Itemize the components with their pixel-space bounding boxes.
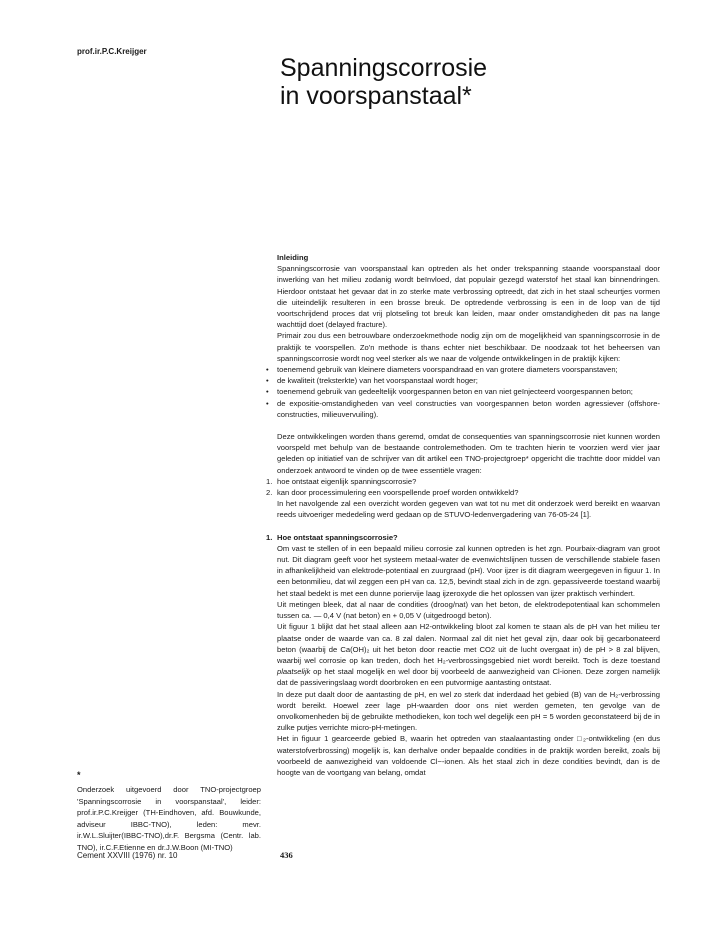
bullet-item (266, 364, 660, 375)
emphasis-text: plaatselijk (277, 667, 311, 677)
author-name: prof.ir.P.C.Kreijger (77, 47, 147, 56)
bullet-text: de expositie-omstandigheden van veel constructies van voorgespannen beton worden agressiever (offshore-constructies, milieuvervuiling). (277, 398, 660, 419)
paragraph-text: op het staal mogelijk en wel door bij voorbeeld de aanwezigheid van Cl-ionen. Deze zorgen namelijk dat de passiveringslaag wordt doorbroken en een putvormige aantasting ontstaat. (277, 667, 660, 688)
paragraph: Uit metingen bleek, dat al naar de condities (droog/nat) van het beton, de elektrodepotentiaal kan schommelen tussen ca. — 0,4 V (nat beton) en + 0,05 V (uitgedroogd beton). (277, 599, 660, 621)
title-line-1: Spanningscorrosie (280, 54, 488, 82)
article-body (266, 252, 660, 778)
paragraph: Om vast te stellen of in een bepaald milieu corrosie zal kunnen optreden is het zgn. Pourbaix-diagram van groot nut. Dit diagram geeft voor het systeem metaal-water de evenwichtslijnen tussen de verschillende stabiele fasen in afhankelijkheid van elektrode-potentiaal en zuurgraad (pH). Voor ijzer is dit diagram weergegeven in figuur 1. In een betonmilieu, dat wil zeggen een pH van ca. 12,5, bevindt staal zich in de zgn. gepassiveerde toestand waarbij het staal bedekt is met een dunne poriervije laag ijzeroxyde die het oplossen van ijzer praktisch verhindert. (277, 543, 660, 598)
article-title (280, 54, 487, 110)
bullet-text: toenemend gebruik van gedeeltelijk voorgespannen beton en van niet geïnjecteerd voorgespannen beton; (277, 387, 633, 397)
numbered-item (266, 476, 660, 487)
journal-reference: Cement XXVIII (1976) nr. 10 (77, 851, 178, 860)
footnote-mark: * (77, 770, 81, 780)
paragraph: Spanningscorrosie van voorspanstaal kan optreden als het onder trekspanning staande voorspanstaal door inwerking van het milieu zodanig wordt beïnvloed, dat populair gezegd waterstof het staal kan binnendringen. Hierdoor ontstaat het gevaar dat in zo sterke mate verbrossing optreedt, dat zich in het staal scheurtjes vormen die uiteindelijk resulteren in een brosse breuk. De optredende verbrossing is een in de loop van de tijd voortschrijdend proces dat vrij plotseling tot breuk kan leiden, maar onder omstandigheden dit pas na lange wachttijd doet (delayed fracture). (277, 264, 660, 330)
section-number: 1. (266, 532, 273, 542)
paragraph: Deze ontwikkelingen worden thans geremd, omdat de consequenties van spanningscorrosie niet kunnen worden voorspeld met behulp van de bestaande controlemethoden. Om te trachten hierin te voorzien werd vier jaar geleden op initiatief van de schrijver van dit artikel een TNO-projectgroep* opgericht die trachtte door middel van onderzoek antwoord te vinden op de twee essentiële vragen: (277, 432, 660, 475)
paragraph: Het in figuur 1 gearceerde gebied B, waarin het optreden van staalaantasting onder □₂-ontwikkeling (en dus waterstofverbrossing) mogelijk is, kan derhalve onder bepaalde condities in de praktijk worden bereikt, zoals bij voorbeeld de aanwezigheid van voldoende Cl−-ionen. Als het staal zich in deze condities bevindt, dan is de hoogte van de voortgang van belang, omdat (277, 734, 660, 777)
paragraph-text: Uit figuur 1 blijkt dat het staal alleen aan H2-ontwikkeling bloot zal komen te staan als de pH van het milieu ter plaatse onder de waarde van ca. 8 zal dalen. Normaal zal dit niet het geval zijn, daar ook bij gecarbonateerd beton (waarbij de Ca(OH)₂ uit het beton door reactie met CO2 uit de lucht overgaat in) de pH > 8 zal blijven, waarbij wel corrosie op kan treden, doch het H₂-verbrossingsgebied niet wordt bereikt. Toch is deze toestand (277, 622, 660, 665)
paragraph: In deze put daalt door de aantasting de pH, en wel zo sterk dat inderdaad het gebied (B) van de H₂-verbrossing wordt bereikt. Hoewel zeer lage pH-waarden door ons niet werden gemeten, ten gevolge van de onvolkomenheden bij de gebruikte methodieken, kon toch wel degelijk een pH = 5 worden geconstateerd bij de in zulke putjes verrichte micro-pH-metingen. (277, 689, 660, 733)
paragraph: Primair zou dus een betrouwbare onderzoekmethode nodig zijn om de mogelijkheid van spanningscorrosie in de praktijk te voorspellen. Zo'n methode is thans echter niet beschikbaar. De noodzaak tot het beheersen van spanningscorrosie wordt nog veel sterker als we naar de volgende ontwikkelingen in de praktijk kijken: (277, 331, 660, 363)
numbered-text: hoe ontstaat eigenlijk spanningscorrosie? (277, 476, 417, 486)
bullet-item (266, 375, 660, 386)
title-line-2: in voorspanstaal* (280, 82, 472, 110)
bullet-item (266, 386, 660, 397)
bullet-mark: • (266, 387, 269, 397)
number-mark: 1. (266, 476, 273, 486)
bullet-mark: • (266, 365, 269, 375)
page-number: 436 (280, 850, 293, 860)
section-heading-intro: Inleiding (277, 253, 309, 262)
bullet-mark: • (266, 376, 269, 386)
number-mark: 2. (266, 488, 273, 498)
bullet-text: toenemend gebruik van kleinere diameters voorspandraad en van grotere diameters voorspanstaven; (277, 365, 618, 375)
numbered-item (266, 487, 660, 498)
bullet-item (266, 398, 660, 420)
bullet-text: de kwaliteit (treksterkte) van het voorspanstaal wordt hoger; (277, 376, 478, 386)
section-heading-1 (266, 532, 660, 543)
paragraph (266, 621, 660, 688)
numbered-text: kan door processimulering een voorspellende proef worden ontwikkeld? (277, 488, 519, 498)
section-title: Hoe ontstaat spanningscorrosie? (277, 532, 398, 542)
paragraph: In het navolgende zal een overzicht worden gegeven van wat tot nu met dit onderzoek werd bereikt en waarvan reeds uitvoeriger mededeling werd gedaan op de STUVO-ledenvergadering van 76-05-24 [1]. (277, 499, 660, 520)
footnote-text: Onderzoek uitgevoerd door TNO-projectgroep 'Spanningscorrosie in voorspanstaal', leider: prof.ir.P.C.Kreijger (TH-Eindhoven, afd. Bouwkunde, adviseur IBBC-TNO), leden: mevr. ir.W.L.Sluijter(IBBC-TNO),dr.F. Bergsma (Centr. lab. TNO), ir.C.F.Etienne en dr.J.W.Boon (MI-TNO) (77, 785, 261, 852)
bullet-mark: • (266, 398, 269, 408)
